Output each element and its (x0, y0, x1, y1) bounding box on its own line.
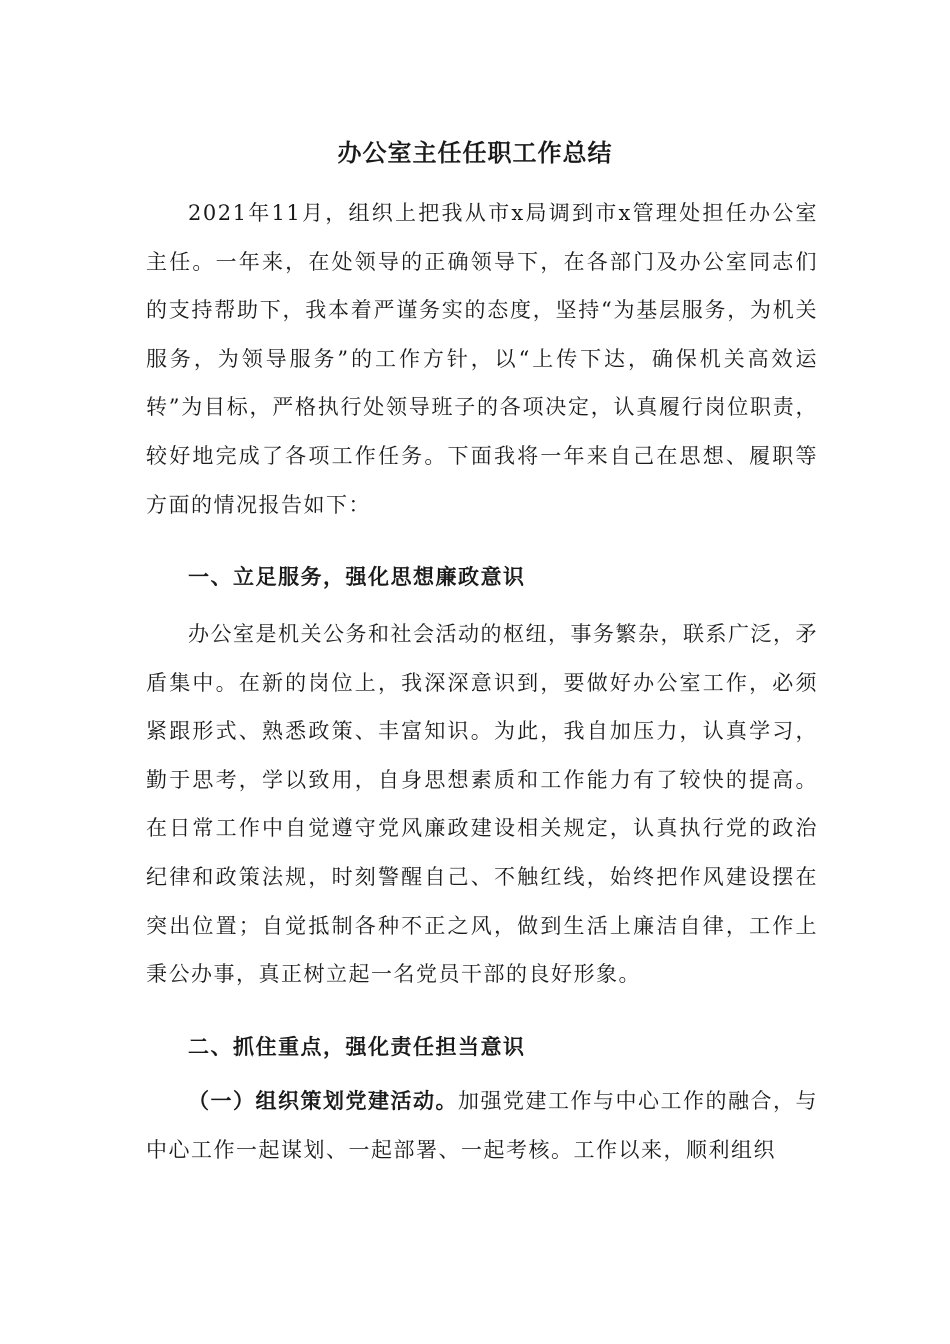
intro-paragraph: 2021年11月，组织上把我从市x局调到市x管理处担任办公室主任。一年来，在处领导的正确领导下，在各部门及办公室同志们的支持帮助下，我本着严谨务实的态度，坚持“为基层服务，为机关服务，为领导服务”的工作方针，以“上传下达，确保机关高效运转”为目标，严格执行处领导班子的各项决定，认真履行岗位职责，较好地完成了各项工作任务。下面我将一年来自己在思想、履职等方面的情况报告如下： (146, 201, 818, 517)
section-1-heading: 一、立足服务，强化思想廉政意识 (188, 564, 526, 589)
section-1-paragraph: 办公室是机关公务和社会活动的枢纽，事务繁杂，联系广泛，矛盾集中。在新的岗位上，我深深意识到，要做好办公室工作，必须紧跟形式、熟悉政策、丰富知识。为此，我自加压力，认真学习，勤于思考，学以致用，自身思想素质和工作能力有了较快的提高。在日常工作中自觉遵守党风廉政建设相关规定，认真执行党的政治纪律和政策法规，时刻警醒自己、不触红线，始终把作风建设摆在突出位置；自觉抵制各种不正之风，做到生活上廉洁自律，工作上秉公办事，真正树立起一名党员干部的良好形象。 (146, 622, 818, 987)
item-1-text: 加强党建工作与中心工作的融合，与中心工作一起谋划、一起部署、一起考核。工作以来，顺利组织 (146, 1089, 818, 1162)
document-title: 办公室主任任职工作总结 (337, 138, 613, 167)
item-1-heading: （一）组织策划党建活动。 (188, 1088, 458, 1113)
section-2-heading: 二、抓住重点，强化责任担当意识 (188, 1034, 526, 1059)
section-2-item-1-paragraph (146, 1077, 818, 1174)
